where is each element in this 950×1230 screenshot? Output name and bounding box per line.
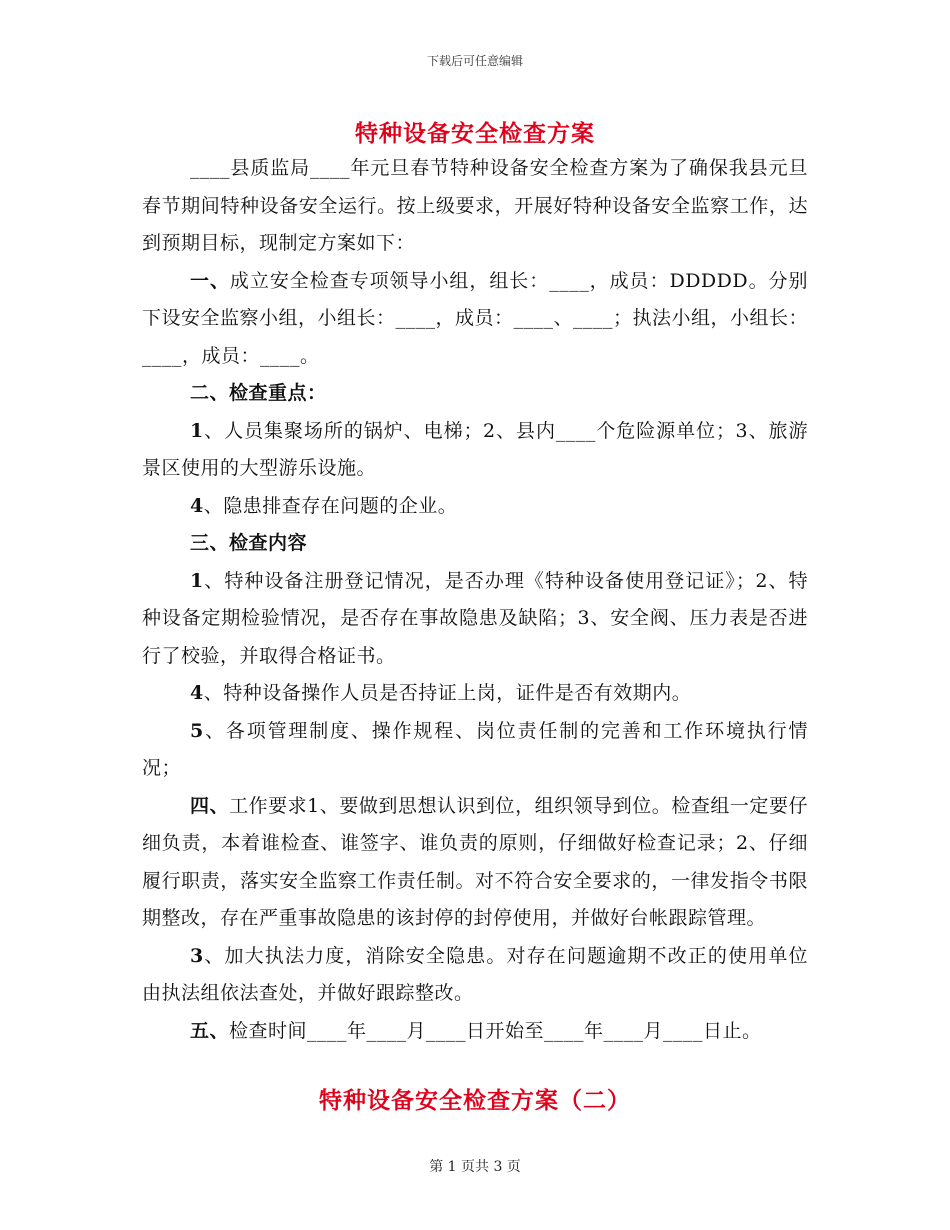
item-number: 1 (190, 419, 204, 442)
section-1-paragraph (142, 263, 808, 376)
item-number: 5 (190, 719, 204, 742)
item-number: 4 (190, 682, 204, 704)
document-title-2: 特种设备安全检查方案（二） (319, 1087, 631, 1114)
document-body (142, 150, 808, 1050)
section-2-heading: 二、检查重点： (190, 382, 327, 404)
item-number: 1 (190, 569, 204, 592)
item-text: 、特种设备操作人员是否持证上岗，证件是否有效期内。 (203, 682, 692, 704)
section-1-lead: 一、 (190, 269, 230, 292)
section-4-item-3 (142, 938, 808, 1013)
section-2-item-4 (142, 488, 808, 526)
section-4-lead: 四、 (190, 794, 230, 817)
page-header: 下载后可任意编辑 (426, 54, 523, 68)
section-5-paragraph (142, 1013, 808, 1051)
item-text: 、人员集聚场所的锅炉、电梯；2、县内____个危险源单位；3、旅游景区使用的大型游乐设施。 (142, 419, 808, 479)
item-text: 、特种设备注册登记情况，是否办理《特种设备使用登记证》；2、特种设备定期检验情况，是否存在事故隐患及缺陷；3、安全阀、压力表是否进行了校验，并取得合格证书。 (142, 569, 808, 667)
section-5-lead: 五、 (190, 1019, 230, 1042)
document-title: 特种设备安全检查方案 (355, 120, 595, 147)
item-number: 3 (190, 944, 204, 967)
item-text: 、隐患排查存在问题的企业。 (203, 494, 458, 517)
section-3-heading: 三、检查内容 (190, 532, 308, 554)
section-4-paragraph (142, 788, 808, 938)
section-3-item-1 (142, 563, 808, 676)
section-3-item-4 (142, 675, 808, 713)
item-text: 、加大执法力度，消除安全隐患。对存在问题逾期不改正的使用单位由执法组依法查处，并做好跟踪整改。 (142, 944, 808, 1004)
section-3-item-5 (142, 713, 808, 788)
section-5-text: 检查时间____年____月____日开始至____年____月____日止。 (229, 1019, 762, 1042)
page-footer: 第 1 页共 3 页 (429, 1159, 521, 1175)
section-4-text: 工作要求1、要做到思想认识到位，组织领导到位。检查组一定要仔细负责，本着谁检查、谁签字、谁负责的原则，仔细做好检查记录；2、仔细履行职责，落实安全监察工作责任制。对不符合安全要求的，一律发指令书限期整改，存在严重事故隐患的该封停的封停使用，并做好台帐跟踪管理。 (142, 794, 808, 929)
intro-paragraph: ____县质监局____年元旦春节特种设备安全检查方案为了确保我县元旦春节期间特种设备安全运行。按上级要求，开展好特种设备安全监察工作，达到预期目标，现制定方案如下： (142, 157, 808, 254)
section-2-item-1 (142, 413, 808, 488)
item-text: 、各项管理制度、操作规程、岗位责任制的完善和工作环境执行情况； (142, 719, 808, 779)
section-1-text: 成立安全检查专项领导小组，组长：____，成员：DDDDD。分别下设安全监察小组，小组长：____，成员：____、____；执法小组，小组长：____，成员：____。 (142, 269, 809, 367)
item-number: 4 (190, 494, 204, 517)
